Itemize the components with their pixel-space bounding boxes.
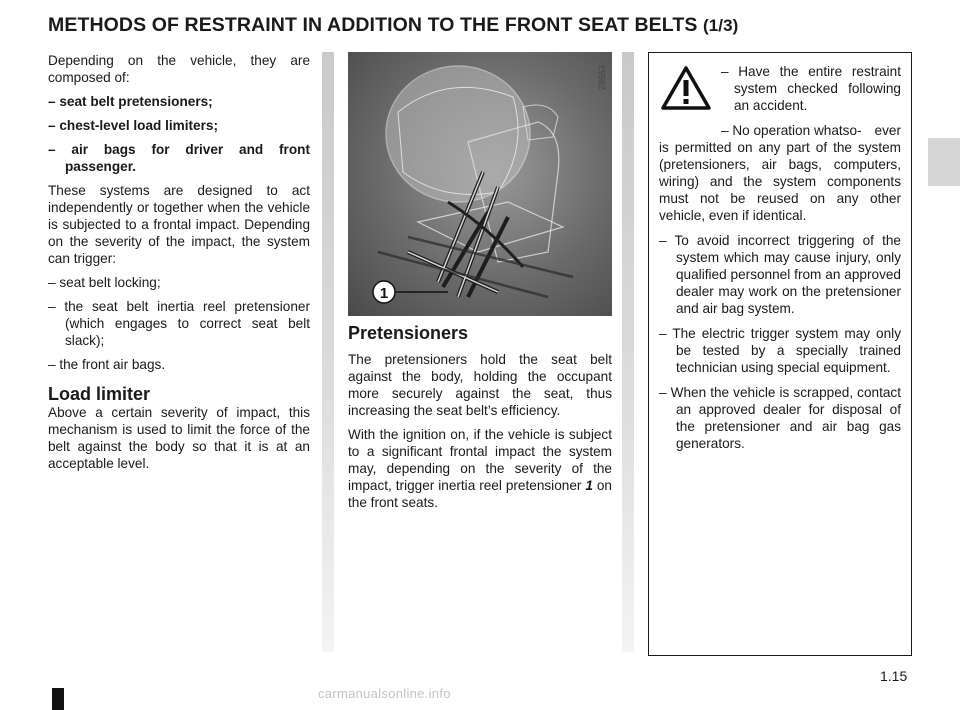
warning-item: – The electric trigger system may only be tested by a specially trained technician using special equipment. bbox=[659, 326, 901, 375]
page-number: 1.15 bbox=[880, 668, 908, 684]
reel-reference: 1 bbox=[585, 478, 593, 493]
component-item: – seat belt pretensioners; bbox=[48, 94, 213, 109]
column-separator bbox=[322, 52, 334, 652]
chapter-tab bbox=[928, 138, 960, 186]
seat-drawing bbox=[348, 52, 612, 316]
left-column bbox=[48, 52, 310, 479]
warning-first-item: – Have the entire restraint system checked following an accident. bbox=[721, 64, 901, 113]
warning-second-rest: ever is permitted on any part of the system (pretensioners, air bags, computers, wiring) and the system components must not be reused on any other vehicle, even if identical. bbox=[659, 123, 901, 223]
callout-label: 1 bbox=[379, 285, 389, 302]
seat-pretensioner-illustration bbox=[348, 52, 612, 316]
crop-mark bbox=[52, 688, 64, 710]
watermark-text: carmanualsonline.info bbox=[318, 686, 451, 701]
page-part: (1/3) bbox=[702, 16, 739, 35]
pretensioners-para-2 bbox=[348, 426, 612, 511]
figure-code: 28653 bbox=[597, 64, 607, 90]
warning-item: – When the vehicle is scrapped, contact an approved dealer for disposal of the pretensioner and air bag gas generators. bbox=[659, 385, 901, 451]
trigger-item: – the front air bags. bbox=[48, 357, 166, 372]
warning-second-item bbox=[659, 122, 901, 224]
pretensioners-heading: Pretensioners bbox=[348, 323, 469, 343]
page-title bbox=[48, 14, 738, 37]
pretensioners-para-1: The pretensioners hold the seat belt against the body, holding the occupant more securely against the seat, thus increasing the seat belt’s efficiency. bbox=[348, 352, 612, 418]
load-limiter-text: Above a certain severity of impact, this mechanism is used to limit the force of the belt against the body so that it is at an acceptable level. bbox=[48, 405, 310, 471]
systems-text: These systems are designed to act independently or together when the vehicle is subjected to a frontal impact. Depending on the severity of the impact, the system can trigger: bbox=[48, 183, 310, 266]
para-2-end: on the front seats. bbox=[348, 478, 612, 510]
para-2-text: With the ignition on, if the vehicle is subject to a significant frontal impact the system may, depending on the severity of the impact, trigger inertia reel pretensioner bbox=[348, 427, 612, 493]
warning-triangle-icon bbox=[661, 65, 711, 111]
trigger-item: – seat belt locking; bbox=[48, 275, 161, 290]
page-title-text: METHODS OF RESTRAINT IN ADDITION TO THE FRONT SEAT BELTS bbox=[48, 14, 698, 36]
warning-item: – To avoid incorrect triggering of the system which may cause injury, only qualified personnel from an approved dealer may work on the pretensioner and air bag system. bbox=[659, 233, 901, 316]
warning-box bbox=[648, 52, 912, 656]
trigger-item: – the seat belt inertia reel pretensioner (which engages to correct seat belt slack); bbox=[48, 299, 310, 348]
component-item: – air bags for driver and front passenger. bbox=[48, 142, 310, 174]
load-limiter-heading: Load limiter bbox=[48, 384, 151, 404]
component-item: – chest-level load limiters; bbox=[48, 118, 218, 133]
middle-column bbox=[348, 52, 612, 518]
warning-second-lead: – No operation whatso- bbox=[721, 123, 862, 138]
column-separator bbox=[622, 52, 634, 652]
intro-text: Depending on the vehicle, they are composed of: bbox=[48, 53, 310, 85]
